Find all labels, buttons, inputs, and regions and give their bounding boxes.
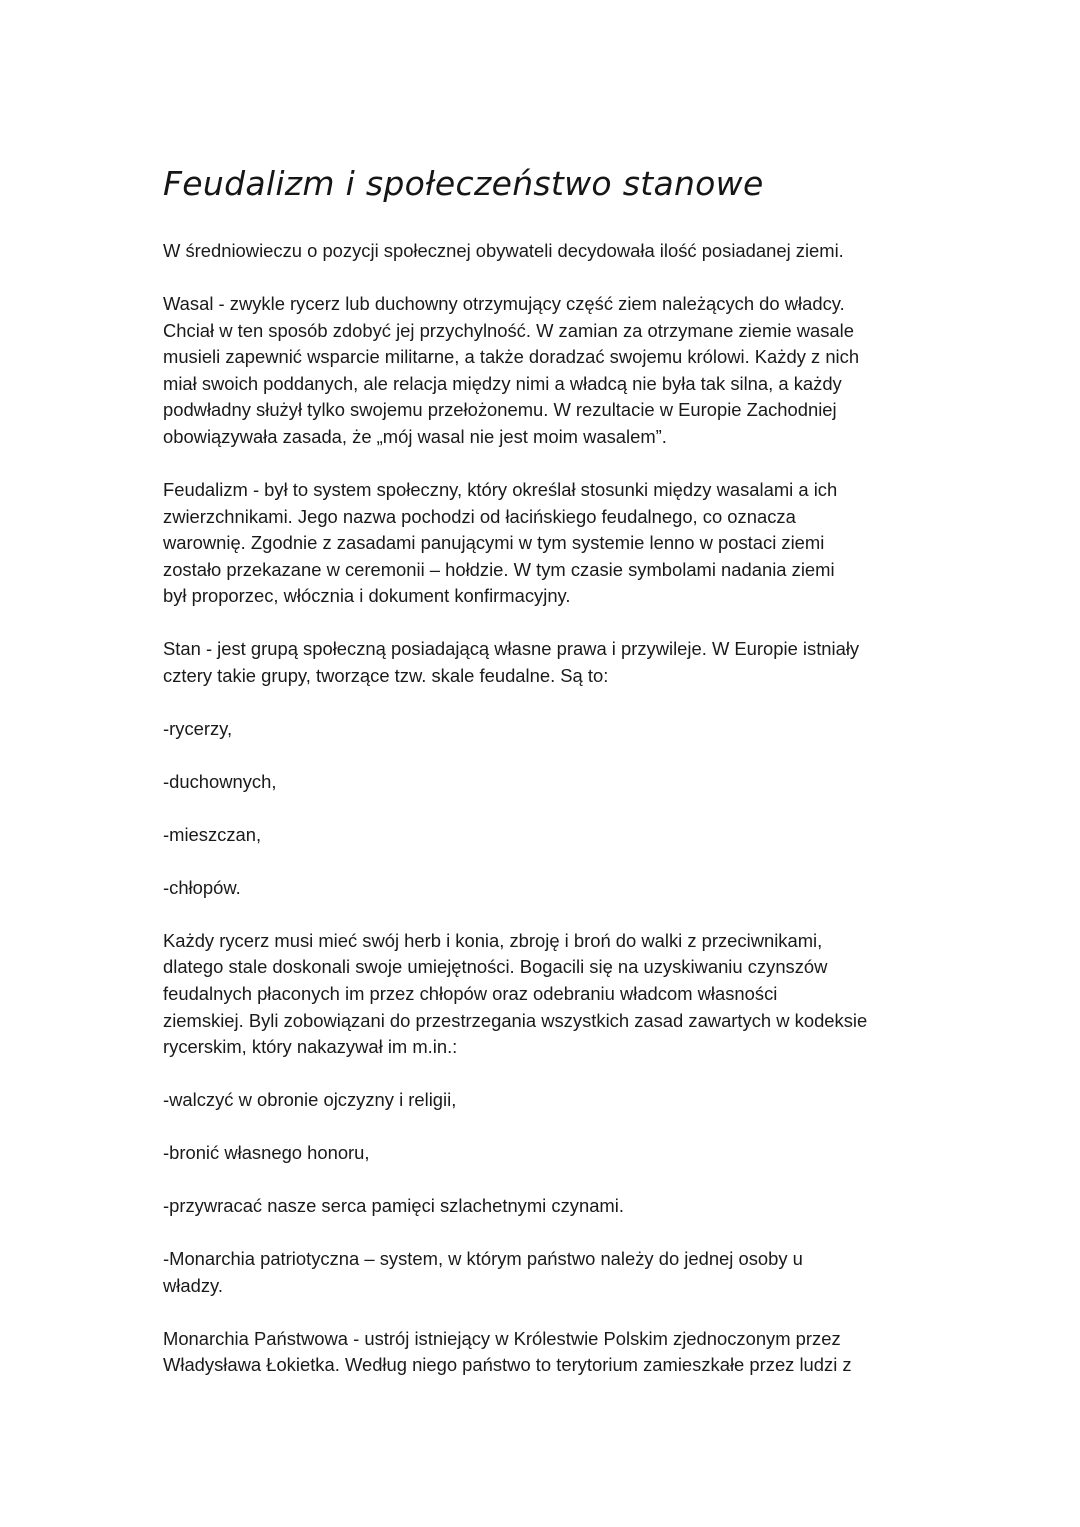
list-item: -walczyć w obronie ojczyzny i religii, xyxy=(163,1089,457,1111)
text-line: -Monarchia patriotyczna – system, w którym państwo należy do jednej osoby u xyxy=(163,1248,803,1270)
text-line: rycerskim, który nakazywał im m.in.: xyxy=(163,1036,458,1058)
text-line: Chciał w ten sposób zdobyć jej przychylność. W zamian za otrzymane ziemie wasale xyxy=(163,319,854,341)
text-line: władzy. xyxy=(163,1274,223,1296)
text-line: podwładny służył tylko swojemu przełożonemu. W rezultacie w Europie Zachodniej xyxy=(163,399,837,421)
text-line: zostało przekazane w ceremonii – hołdzie. W tym czasie symbolami nadania ziemi xyxy=(163,558,835,580)
monarchia-patriotyczna-paragraph xyxy=(163,1246,923,1299)
text-line: obowiązywała zasada, że „mój wasal nie jest moim wasalem”. xyxy=(163,425,667,447)
text-line: Feudalizm - był to system społeczny, który określał stosunki między wasalami a ich xyxy=(163,478,838,500)
text-line: Monarchia Państwowa - ustrój istniejący w Królestwie Polskim zjednoczonym przez xyxy=(163,1327,841,1349)
monarchia-panstwowa-paragraph xyxy=(163,1326,923,1379)
list-item: -chłopów. xyxy=(163,876,241,898)
text-line: dlatego stale doskonali swoje umiejętności. Bogacili się na uzyskiwaniu czynszów xyxy=(163,956,828,978)
text-line: Stan - jest grupą społeczną posiadającą własne prawa i przywileje. W Europie istniały xyxy=(163,638,860,660)
wasal-paragraph xyxy=(163,291,923,451)
text-line: był proporzec, włócznia i dokument konfirmacyjny. xyxy=(163,585,571,607)
text-line: musieli zapewnić wsparcie militarne, a także doradzać swojemu królowi. Każdy z nich xyxy=(163,346,860,368)
list-item: -przywracać nasze serca pamięci szlachetnymi czynami. xyxy=(163,1195,624,1217)
page-title: Feudalizm i społeczeństwo stanowe xyxy=(163,164,764,203)
stan-paragraph xyxy=(163,636,923,689)
feudalizm-paragraph xyxy=(163,477,923,610)
list-item: -mieszczan, xyxy=(163,823,262,845)
text-line: zwierzchnikami. Jego nazwa pochodzi od łacińskiego feudalnego, co oznacza xyxy=(163,505,796,527)
text-line: miał swoich poddanych, ale relacja między nimi a władcą nie była tak silna, a każdy xyxy=(163,372,842,394)
list-item: -duchownych, xyxy=(163,770,277,792)
text-line: feudalnych płaconych im przez chłopów oraz odebraniu władcom własności xyxy=(163,983,778,1004)
intro-paragraph: W średniowieczu o pozycji społecznej obywateli decydowała ilość posiadanej ziemi. xyxy=(163,240,844,261)
rycerz-paragraph xyxy=(163,928,923,1061)
text-line: ziemskiej. Byli zobowiązani do przestrzegania wszystkich zasad zawartych w kodeksie xyxy=(163,1009,868,1031)
text-line: Wasal - zwykle rycerz lub duchowny otrzymujący część ziem należących do władcy. xyxy=(163,292,845,314)
text-line: Każdy rycerz musi mieć swój herb i konia, zbroję i broń do walki z przeciwnikami, xyxy=(163,929,823,951)
list-item: -bronić własnego honoru, xyxy=(163,1142,370,1164)
list-item: -rycerzy, xyxy=(163,717,233,739)
document-body xyxy=(163,162,923,1405)
text-line: Władysława Łokietka. Według niego państwo to terytorium zamieszkałe przez ludzi z xyxy=(163,1354,852,1376)
text-line: warownię. Zgodnie z zasadami panującymi w tym systemie lenno w postaci ziemi xyxy=(163,532,825,554)
text-line: cztery takie grupy, tworzące tzw. skale feudalne. Są to: xyxy=(163,664,609,686)
